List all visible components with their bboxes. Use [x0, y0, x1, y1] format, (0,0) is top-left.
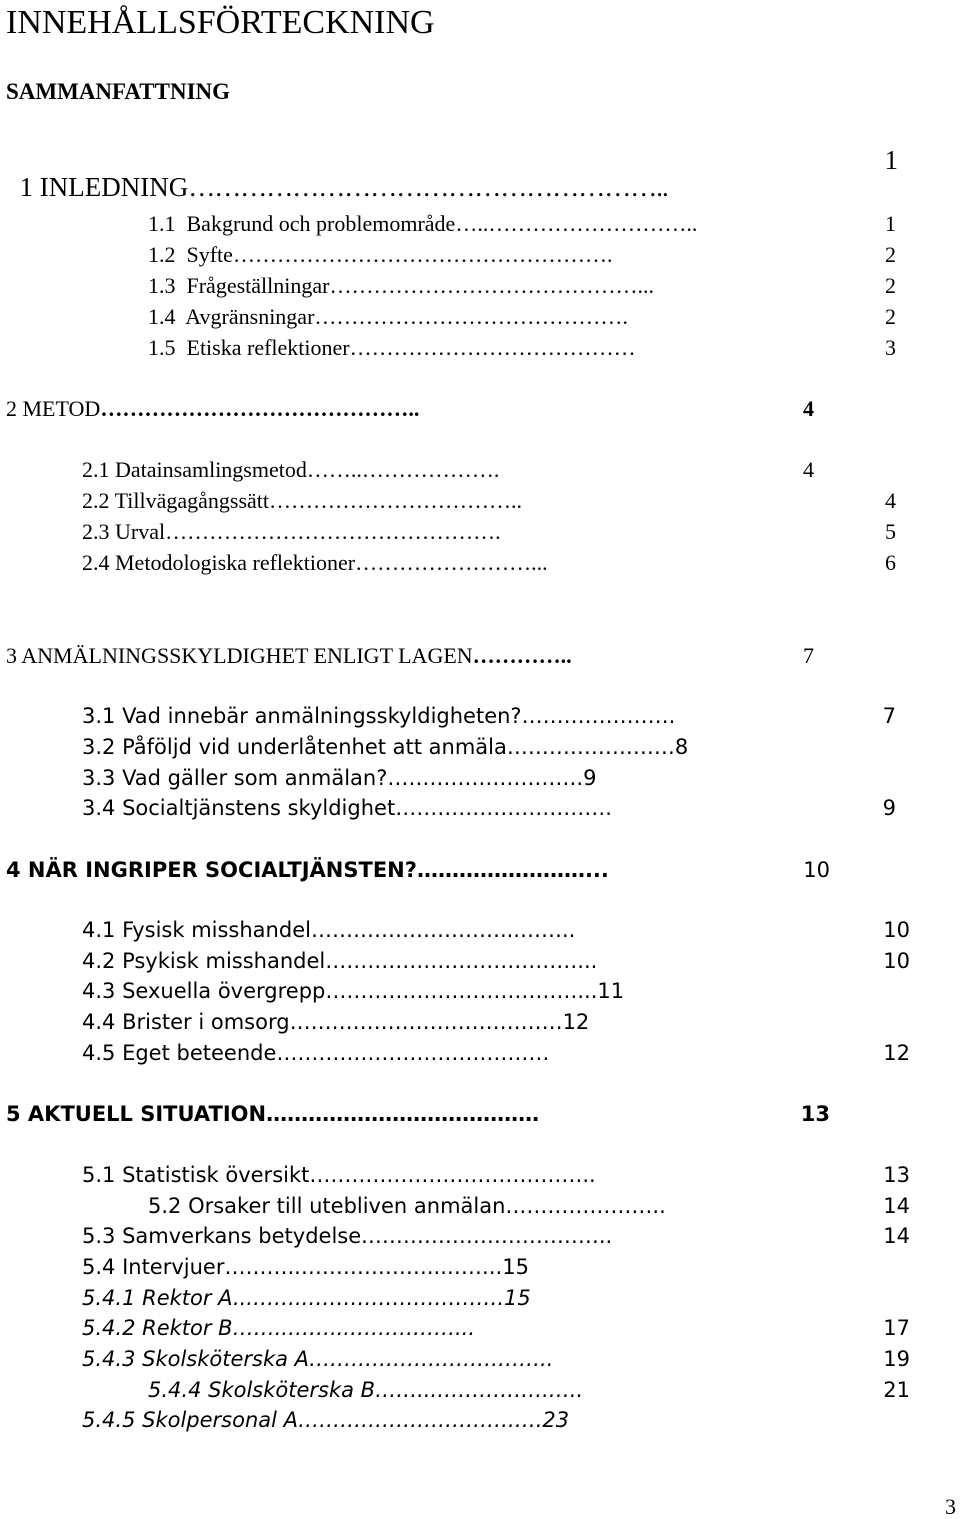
entry-label: 1.1 Bakgrund och problemområde	[148, 211, 456, 236]
entry-label: 5.1 Statistisk översikt	[82, 1163, 310, 1187]
entry-leader: …………………………………	[276, 1041, 550, 1065]
toc-entry-5-4-1	[82, 1288, 531, 1309]
entry-label: 5.4.4 Skolsköterska B	[148, 1378, 376, 1402]
entry-label: 5.4.2 Rektor B	[82, 1316, 233, 1340]
entry-page: 3	[885, 335, 896, 360]
entry-leader: …………………………………	[289, 1010, 563, 1034]
toc-entry-5-4-5	[82, 1410, 569, 1431]
entry-leader: ……………………………………….	[165, 519, 501, 544]
chapter-3-label: 3 ANMÄLNINGSSKYLDIGHET ENLIGT LAGEN	[6, 643, 473, 668]
entry-label: 3.1 Vad innebär anmälningsskyldigheten?	[82, 704, 522, 728]
chapter-4-leader: ……………………...	[416, 858, 609, 882]
entry-page: 2	[885, 273, 896, 298]
chapter-1-leader: ………………………………………………..	[188, 172, 668, 202]
entry-leader: …………………………………..	[309, 1163, 596, 1187]
entry-page: 21	[883, 1378, 910, 1402]
chapter-3-leader: …………..	[472, 643, 572, 668]
entry-leader: ……………………….	[387, 766, 584, 790]
toc-entry-4-3	[82, 981, 624, 1002]
entry-leader: ………..………………...……..	[224, 1255, 503, 1279]
entry-label: 4.1 Fysisk misshandel	[82, 918, 311, 942]
entry-label: 1.2 Syfte	[148, 242, 233, 267]
entry-label: 4.3 Sexuella övergrepp	[82, 979, 326, 1003]
toc-entry-2-3	[82, 521, 501, 543]
entry-page: 19	[883, 1347, 910, 1371]
entry-label: 5.4.3 Skolsköterska A	[82, 1347, 310, 1371]
entry-leader: ………………….	[521, 704, 676, 728]
toc-entry-5-2	[148, 1196, 666, 1217]
entry-label: 5.3 Samverkans betydelse.	[82, 1224, 368, 1248]
entry-label: 3.4 Socialtjänstens skyldighet	[82, 796, 396, 820]
entry-page: 9	[583, 766, 597, 790]
entry-page: 12	[562, 1010, 590, 1034]
entry-leader: ...……..……………………….	[232, 1286, 504, 1310]
chapter-1-page: 1	[884, 145, 898, 175]
summary-heading: SAMMANFATTNING	[6, 79, 231, 104]
toc-entry-1-3	[148, 275, 654, 297]
entry-label: 5.4.5 Skolpersonal A	[82, 1408, 299, 1432]
entry-page: 10	[883, 918, 910, 942]
entry-leader: ………………………………...	[325, 979, 598, 1003]
entry-leader: …………………………………….	[314, 304, 628, 329]
entry-leader: ………………………….….	[298, 1408, 543, 1432]
toc-entry-4-2	[82, 951, 597, 972]
toc-entry-3-3	[82, 768, 596, 789]
chapter-3-page: 7	[803, 643, 814, 668]
entry-page: 6	[885, 550, 896, 575]
entry-label: 3.2 Påföljd vid underlåtenhet att anmäla	[82, 735, 507, 759]
entry-page: 8	[674, 735, 689, 759]
entry-leader: ……………………………..	[309, 1347, 554, 1371]
toc-entry-2-2	[82, 490, 522, 512]
chapter-2-page: 4	[803, 396, 814, 421]
entry-page: 13	[883, 1163, 910, 1187]
chapter-5-page: 13	[800, 1102, 830, 1126]
toc-entry-1-1	[148, 213, 697, 235]
toc-entry-1-4	[148, 306, 628, 328]
toc-entry-4-5	[82, 1043, 549, 1064]
entry-page: 5	[885, 519, 896, 544]
entry-page: 14	[883, 1194, 910, 1218]
entry-leader: …………………………………	[349, 335, 636, 360]
entry-label: 1.4 Avgränsningar	[148, 304, 315, 329]
entry-leader: ……………………………..	[367, 1224, 613, 1248]
entry-leader: …………………………………………….	[232, 242, 613, 267]
entry-label: 2.3 Urval	[82, 519, 166, 544]
entry-leader: ……………………………..	[269, 488, 523, 513]
entry-label: 2.4 Metodologiska reflektioner	[82, 550, 356, 575]
entry-page: 15	[504, 1286, 531, 1310]
entry-leader: ………………………...……..	[310, 918, 576, 942]
toc-title: INNEHÅLLSFÖRTECKNING	[6, 4, 435, 41]
entry-label: 2.1 Datainsamlingsmetod	[82, 457, 307, 482]
page-number: 3	[945, 1494, 956, 1519]
entry-label: 5.4 Intervjuer	[82, 1255, 225, 1279]
entry-leader: ……..……………….	[306, 457, 500, 482]
entry-leader: ……..……...……………...	[232, 1316, 475, 1340]
chapter-5-label: 5 AKTUELL SITUATION	[6, 1102, 267, 1126]
entry-page: 4	[803, 457, 814, 482]
entry-label: 4.4 Brister i omsorg	[82, 1010, 290, 1034]
entry-label: 5.4.1 Rektor A	[82, 1286, 233, 1310]
entry-page: 23	[542, 1408, 570, 1432]
entry-leader: ……………………	[506, 735, 675, 759]
toc-entry-5-3	[82, 1226, 612, 1247]
chapter-5-leader: …………………………………	[266, 1102, 540, 1126]
entry-page: 2	[885, 304, 896, 329]
toc-entry-1-5	[148, 337, 636, 359]
entry-label: 1.5 Etiska reflektioner	[148, 335, 350, 360]
chapter-2-label: 2 METOD	[6, 396, 101, 421]
toc-entry-5-4	[82, 1257, 529, 1278]
entry-leader: ………………………….	[395, 796, 612, 820]
chapter-3-entry	[6, 645, 572, 667]
entry-leader: …………………..	[505, 1194, 666, 1218]
entry-page: 2	[885, 242, 896, 267]
entry-leader: ……………………...	[355, 550, 548, 575]
entry-leader: ……...…………….…..	[375, 1378, 584, 1402]
toc-entry-4-1	[82, 920, 575, 941]
toc-entry-5-4-3	[82, 1349, 553, 1370]
toc-entry-3-4	[82, 798, 612, 819]
entry-label: 1.3 Frågeställningar	[148, 273, 330, 298]
toc-entry-5-1	[82, 1165, 596, 1186]
toc-entry-1-2	[148, 244, 612, 266]
entry-label: 4.5 Eget beteende	[82, 1041, 277, 1065]
entry-page: 4	[885, 488, 896, 513]
entry-leader: …..………………………..	[455, 211, 698, 236]
chapter-2-leader: ……………………………………..	[100, 396, 420, 421]
entry-page: 14	[883, 1224, 910, 1248]
entry-label: 2.2 Tillvägagångssätt	[82, 488, 270, 513]
entry-page: 12	[883, 1041, 910, 1065]
chapter-5-entry	[6, 1104, 539, 1125]
toc-entry-3-2	[82, 737, 688, 758]
chapter-4-label: 4 NÄR INGRIPER SOCIALTJÄNSTEN?	[6, 858, 417, 882]
chapter-2-entry	[6, 398, 419, 420]
entry-page: 15	[502, 1255, 529, 1279]
toc-entry-2-1	[82, 459, 499, 481]
entry-leader: ……………………………………...	[329, 273, 654, 298]
toc-entry-5-4-2	[82, 1318, 475, 1339]
chapter-1-label: 1 INLEDNING	[19, 172, 189, 202]
entry-leader: ………………………………...	[325, 949, 598, 973]
entry-label: 5.2 Orsaker till utebliven anmälan	[148, 1194, 506, 1218]
chapter-4-entry	[6, 860, 609, 881]
toc-entry-3-1	[82, 706, 675, 727]
entry-page: 7	[882, 704, 896, 728]
toc-entry-5-4-4	[148, 1380, 583, 1401]
chapter-4-page: 10	[803, 858, 830, 882]
entry-page: 17	[883, 1316, 910, 1340]
entry-page: 11	[597, 979, 625, 1003]
chapter-1-entry	[6, 147, 668, 201]
entry-page: 1	[885, 211, 896, 236]
entry-page: 9	[882, 796, 896, 820]
toc-entry-2-4	[82, 552, 548, 574]
entry-page: 10	[883, 949, 910, 973]
toc-entry-4-4	[82, 1012, 589, 1033]
entry-label: 4.2 Psykisk misshandel	[82, 949, 326, 973]
entry-label: 3.3 Vad gäller som anmälan?	[82, 766, 388, 790]
